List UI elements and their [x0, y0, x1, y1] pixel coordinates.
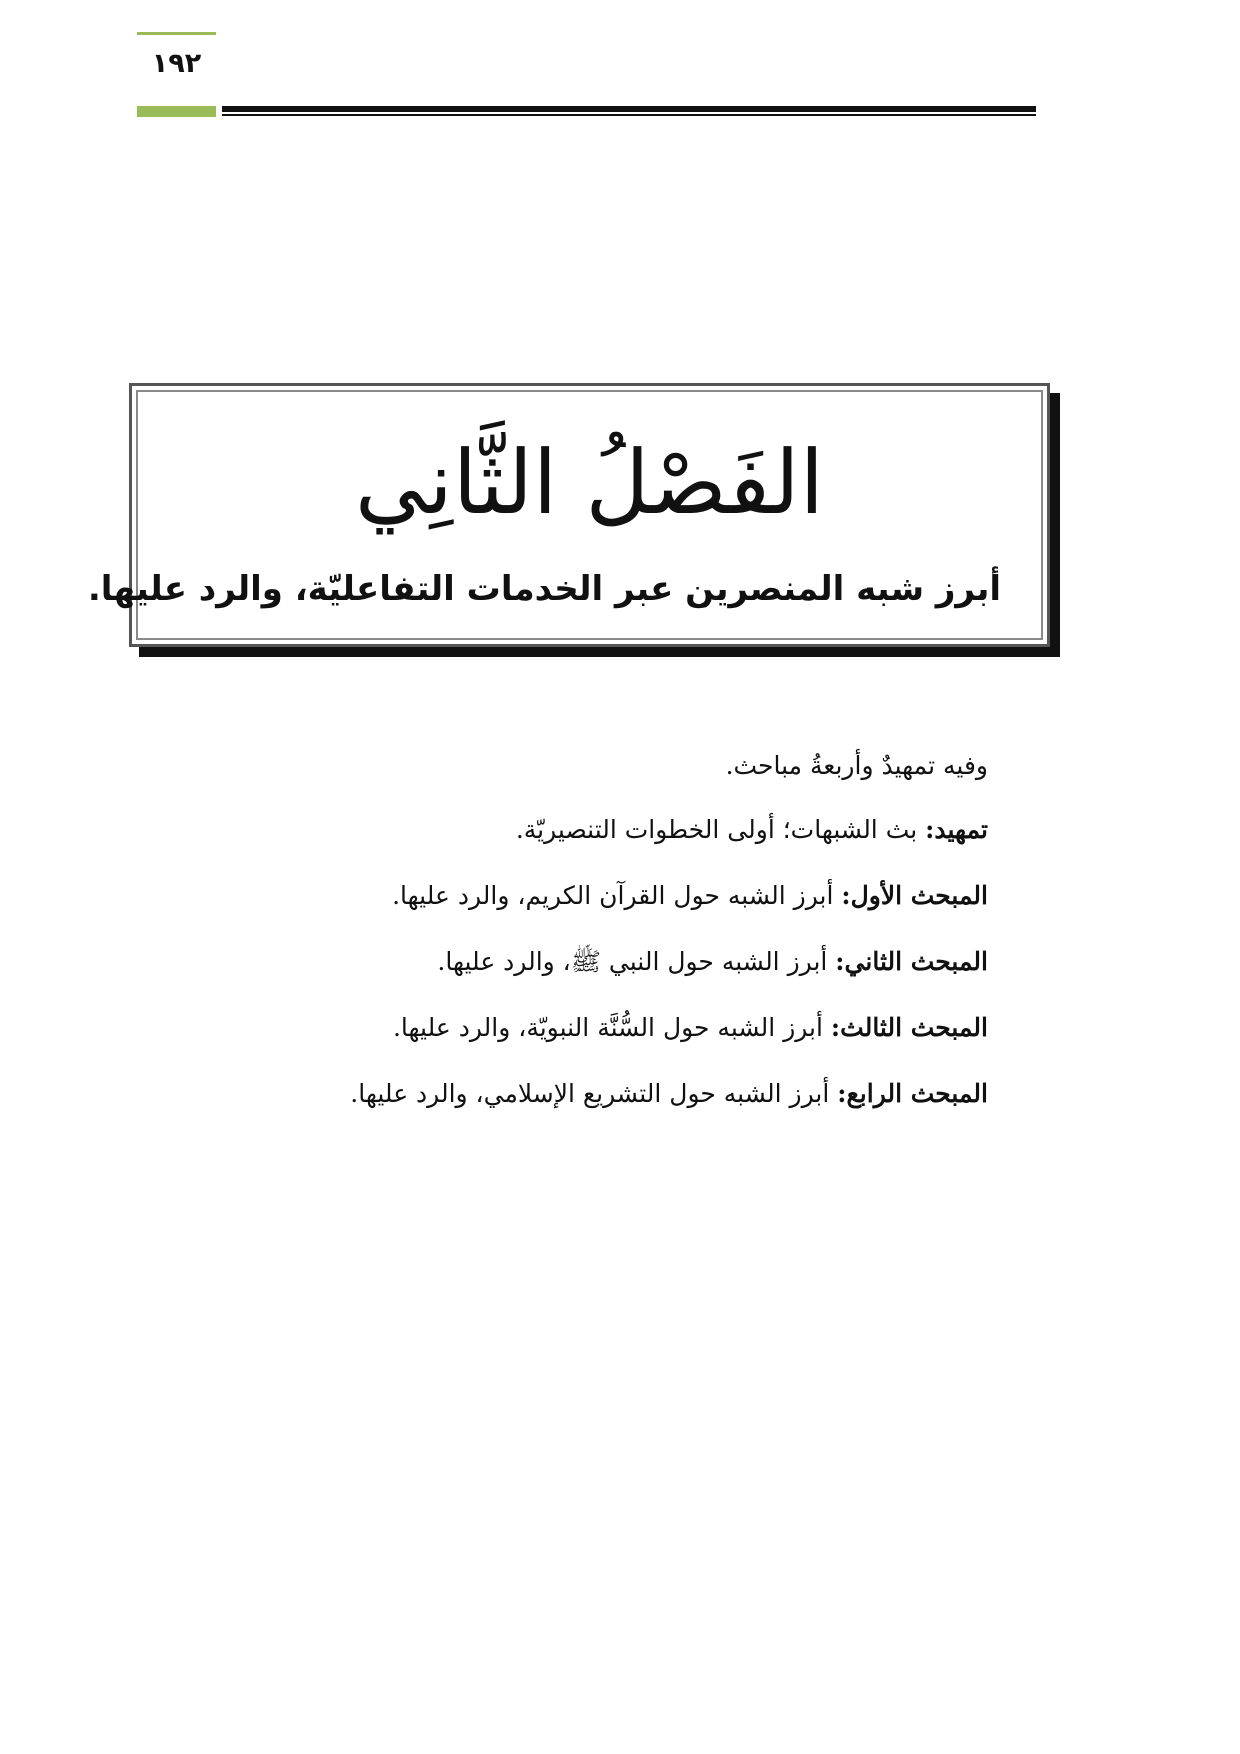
header-rule-thin: [222, 114, 1036, 116]
chapter-title-box: [87, 383, 1050, 647]
contents-item-text: أبرز الشبه حول التشريع الإسلامي، والرد عليها.: [350, 1079, 838, 1108]
contents-intro: [726, 744, 988, 788]
chapter-title: الفَصْلُ الثَّانِي: [354, 431, 825, 534]
page-number: ١٩٢: [151, 48, 202, 79]
header-rule-thick: [222, 106, 1036, 112]
page-number-accent-bar: [137, 106, 216, 117]
contents-item-text: أبرز الشبه حول النبي ﷺ، والرد عليها.: [437, 947, 836, 976]
contents-intro-text: وفيه تمهيدٌ وأربعةُ مباحث.: [725, 751, 988, 780]
contents-item-preface: [516, 808, 988, 852]
contents-item-section-2: [437, 940, 988, 984]
contents-item-label: المبحث الرابع:: [837, 1079, 988, 1108]
contents-item-label: المبحث الأول:: [841, 881, 988, 910]
chapter-subtitle: أبرز شبه المنصرين عبر الخدمات التفاعليّة، والرد عليها.: [87, 569, 1001, 609]
contents-item-section-3: [393, 1006, 988, 1050]
contents-item-text: أبرز الشبه حول القرآن الكريم، والرد عليها.: [392, 881, 842, 910]
header-double-rule: [222, 106, 1036, 116]
page-number-top-rule: [137, 32, 216, 35]
contents-item-section-1: [392, 874, 988, 918]
contents-item-text: بث الشبهات؛ أولى الخطوات التنصيريّة.: [515, 815, 926, 844]
contents-item-text: أبرز الشبه حول السُّنَّة النبويّة، والرد عليها.: [392, 1013, 831, 1042]
contents-item-label: المبحث الثاني:: [835, 947, 988, 976]
contents-item-label: تمهيد:: [925, 815, 988, 844]
contents-item-label: المبحث الثالث:: [830, 1013, 988, 1042]
contents-item-section-4: [350, 1072, 988, 1116]
